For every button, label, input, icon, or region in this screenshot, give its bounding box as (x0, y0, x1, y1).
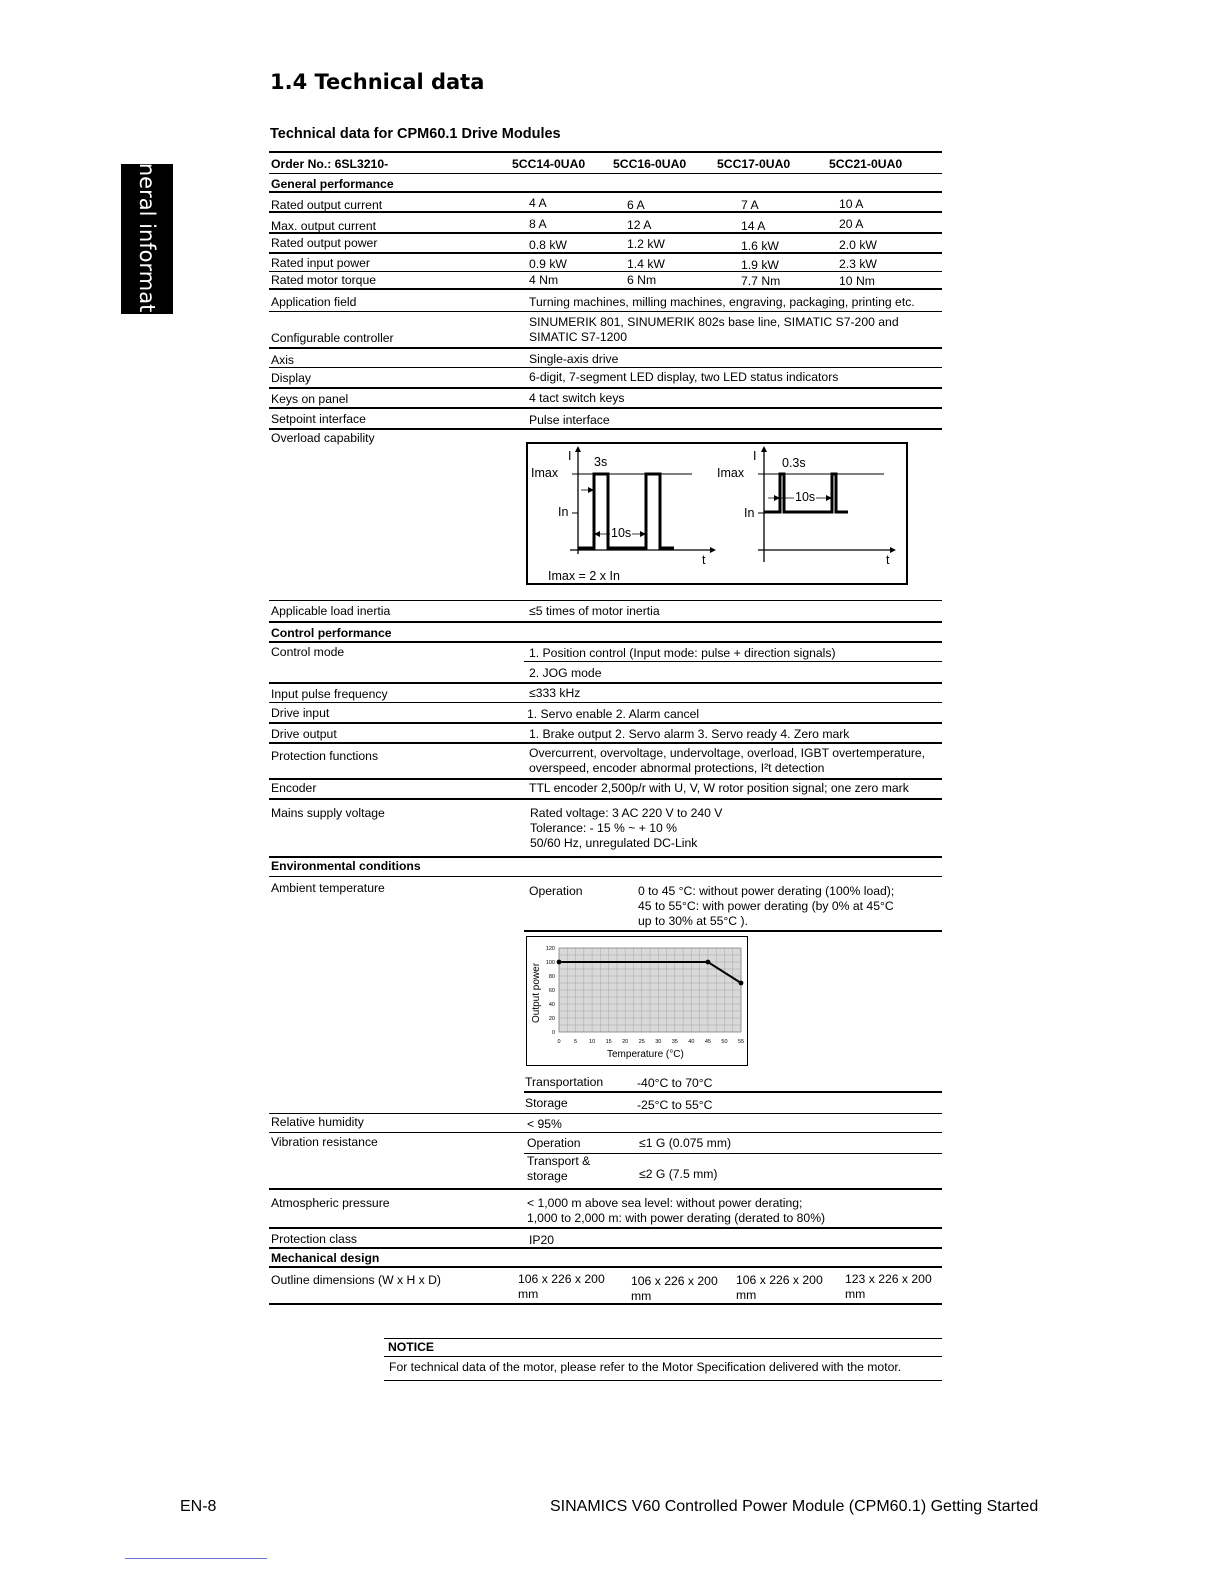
row-label: Keys on panel (271, 392, 349, 406)
row-label: Encoder (271, 781, 317, 795)
model-2: 5CC16-0UA0 (613, 157, 687, 171)
row-rule (269, 1113, 942, 1114)
vibration-transport-label-2: storage (527, 1169, 568, 1183)
row-rule (269, 621, 942, 623)
row-label: Max. output current (271, 219, 376, 233)
row-rule (269, 367, 942, 368)
x-tick-label: 5 (574, 1039, 578, 1045)
row-rule (269, 1247, 942, 1249)
y-tick-label: 80 (548, 974, 555, 980)
row-rule (269, 798, 942, 800)
row-rule (269, 173, 942, 174)
table-bottom-rule (269, 1303, 942, 1305)
row-rule (269, 387, 942, 389)
row-rule (269, 742, 942, 744)
cell: 10 A (839, 197, 864, 211)
row-label: Rated output power (271, 236, 378, 250)
data-point (557, 960, 562, 965)
mechanical-heading: Mechanical design (271, 1251, 380, 1265)
cell: 50/60 Hz, unregulated DC-Link (530, 836, 698, 850)
cell: 106 x 226 x 200 (736, 1273, 823, 1287)
row-label: Control mode (271, 645, 345, 659)
control-performance-heading: Control performance (271, 626, 392, 640)
x-tick-label: 20 (622, 1039, 629, 1045)
cell-unit: mm (845, 1287, 866, 1301)
cell: Single-axis drive (529, 352, 619, 366)
left-i-label: I (568, 449, 572, 463)
x-tick-label: 40 (688, 1039, 695, 1045)
cell: Tolerance: - 15 % ~ + 10 % (530, 821, 678, 835)
row-label: Rated motor torque (271, 273, 377, 287)
row-rule (269, 232, 942, 234)
cell: 2. JOG mode (529, 666, 602, 680)
row-rule (524, 930, 942, 932)
cell: 1.9 kW (741, 258, 779, 272)
cell-unit: mm (736, 1288, 757, 1302)
row-rule (269, 1132, 942, 1133)
row-rule (269, 311, 942, 312)
row-rule (269, 1188, 942, 1190)
right-i-arrow (761, 446, 767, 452)
row-label: Configurable controller (271, 331, 394, 345)
row-rule (269, 428, 942, 430)
row-rule (269, 876, 942, 877)
x-tick-label: 30 (655, 1039, 662, 1045)
side-tab-label: General information (135, 133, 159, 345)
cell: 1. Position control (Input mode: pulse + direction signals) (529, 646, 836, 660)
table-title: Technical data for CPM60.1 Drive Modules (270, 126, 561, 142)
cell: 106 x 226 x 200 (631, 1274, 718, 1288)
cell-unit: mm (518, 1287, 539, 1301)
row-label: Drive output (271, 727, 337, 741)
cell: 8 A (529, 217, 547, 231)
notice-title: NOTICE (388, 1340, 435, 1354)
notice-bottom-rule (384, 1380, 942, 1381)
row-label: Rated input power (271, 256, 370, 270)
cell: Pulse interface (529, 413, 610, 427)
left-t-label: t (702, 553, 706, 567)
row-rule (269, 600, 942, 601)
y-tick-label: 60 (548, 988, 555, 994)
section-side-tab (121, 133, 173, 345)
model-3: 5CC17-0UA0 (717, 157, 791, 171)
x-tick-label: 45 (704, 1039, 711, 1045)
cell: 0 to 45 °C: without power derating (100% load); (638, 884, 895, 898)
x-tick-label: 15 (605, 1039, 612, 1045)
cell: 10 Nm (839, 274, 875, 288)
right-pulse-label: 0.3s (782, 456, 806, 470)
vibration-transport-label: Transport & (527, 1154, 591, 1168)
y-tick-label: 100 (545, 960, 555, 966)
vibration-operation-label: Operation (527, 1136, 581, 1150)
document-title: SINAMICS V60 Controlled Power Module (CPM60.1) Getting Started (550, 1498, 1039, 1515)
model-1: 5CC14-0UA0 (512, 157, 586, 171)
row-rule (269, 288, 942, 290)
notice-text: For technical data of the motor, please refer to the Motor Specification delivered with the motor. (389, 1360, 902, 1374)
cell: -25°C to 55°C (637, 1098, 713, 1112)
cell: 2.3 kW (839, 257, 877, 271)
cell: 6 Nm (627, 273, 657, 287)
cell: 1. Brake output 2. Servo alarm 3. Servo ready 4. Zero mark (529, 727, 850, 741)
right-imax-label: Imax (717, 466, 745, 480)
right-period-label: 10s (795, 490, 816, 504)
cell: 45 to 55°C: with power derating (by 0% at 45°C (638, 899, 894, 913)
cell: ≤333 kHz (529, 686, 581, 700)
transportation-label: Transportation (525, 1075, 604, 1089)
ambient-operation-label: Operation (529, 884, 583, 898)
row-rule (269, 347, 942, 349)
x-tick-label: 10 (589, 1039, 596, 1045)
x-tick-label: 25 (638, 1039, 645, 1045)
cell: < 1,000 m above sea level: without power derating; (527, 1196, 803, 1210)
chart-ylabel: Output power (531, 962, 542, 1023)
left-period-label: 10s (611, 526, 632, 540)
x-tick-label: 50 (721, 1039, 728, 1045)
row-label: Atmospheric pressure (271, 1196, 390, 1210)
cell: 20 A (839, 217, 864, 231)
cell: up to 30% at 55°C ). (638, 914, 748, 928)
row-rule (269, 191, 942, 193)
row-label: Mains supply voltage (271, 806, 385, 820)
row-rule (269, 702, 942, 703)
right-t-label: t (886, 553, 890, 567)
row-label: Application field (271, 295, 357, 309)
cell: SINUMERIK 801, SINUMERIK 802s base line, SIMATIC S7-200 and (529, 315, 899, 329)
notice-rule (384, 1356, 942, 1357)
cell: Overcurrent, overvoltage, undervoltage, overload, IGBT overtemperature, (529, 746, 926, 760)
cell: 7 A (741, 198, 759, 212)
row-label: Overload capability (271, 431, 375, 445)
order-label: Order No.: 6SL3210- (271, 157, 389, 171)
row-label: Protection functions (271, 749, 379, 763)
row-rule (269, 407, 942, 409)
cell: 1.4 kW (627, 257, 665, 271)
cell: 12 A (627, 218, 652, 232)
row-label: Axis (271, 353, 295, 367)
row-label: Protection class (271, 1232, 358, 1246)
cell: 6 A (627, 198, 645, 212)
model-4: 5CC21-0UA0 (829, 157, 903, 171)
y-tick-label: 0 (551, 1030, 555, 1036)
row-label: Setpoint interface (271, 412, 366, 426)
cell: -40°C to 70°C (637, 1076, 713, 1090)
row-label: Rated output current (271, 198, 383, 212)
row-label: Outline dimensions (W x H x D) (271, 1273, 441, 1287)
y-tick-label: 120 (545, 946, 555, 952)
cell: 1.2 kW (627, 237, 665, 251)
y-tick-label: 20 (548, 1016, 555, 1022)
row-label: Drive input (271, 706, 330, 720)
cell: SIMATIC S7-1200 (529, 330, 627, 344)
row-rule (269, 1266, 942, 1268)
table-top-rule (269, 151, 942, 153)
row-label: Input pulse frequency (271, 687, 388, 701)
row-rule (269, 271, 942, 272)
row-rule (269, 641, 942, 643)
cell: 0.8 kW (529, 238, 567, 252)
page-number: EN-8 (180, 1498, 217, 1515)
row-label: Relative humidity (271, 1115, 364, 1129)
row-rule (269, 252, 942, 254)
derating-chart-svg (527, 937, 746, 1064)
derating-chart (526, 936, 748, 1066)
row-rule (524, 1091, 942, 1093)
cell: 4 tact switch keys (529, 391, 625, 405)
cell: ≤5 times of motor inertia (529, 604, 660, 618)
cell: < 95% (527, 1117, 562, 1131)
y-tick-label: 40 (548, 1002, 555, 1008)
cell: ≤2 G (7.5 mm) (639, 1167, 718, 1181)
row-rule (269, 778, 942, 780)
right-i-label: I (753, 449, 757, 463)
cell: TTL encoder 2,500p/r with U, V, W rotor position signal; one zero mark (529, 781, 909, 795)
row-rule (269, 682, 942, 684)
x-tick-label: 35 (671, 1039, 678, 1045)
row-label: Display (271, 371, 311, 385)
cell: 123 x 226 x 200 (845, 1272, 932, 1286)
notice-top-rule (384, 1338, 942, 1339)
overload-diagram-svg (528, 444, 906, 583)
cell: Rated voltage: 3 AC 220 V to 240 V (530, 806, 723, 820)
page-edge-line (125, 1558, 267, 1559)
general-performance-heading: General performance (271, 177, 394, 191)
left-t-arrow (710, 547, 716, 553)
x-tick-label: 0 (557, 1039, 561, 1045)
cell: 7.7 Nm (741, 274, 781, 288)
data-point (739, 981, 744, 986)
cell: 0.9 kW (529, 257, 567, 271)
row-rule (269, 722, 942, 724)
left-in-label: In (558, 505, 569, 519)
data-point (706, 960, 711, 965)
overload-formula: Imax = 2 x In (548, 569, 620, 583)
left-pulse-label: 3s (594, 455, 608, 469)
row-rule (269, 211, 942, 213)
cell: 14 A (741, 219, 766, 233)
row-label: Ambient temperature (271, 881, 385, 895)
right-in-label: In (744, 506, 755, 520)
cell-unit: mm (631, 1289, 652, 1303)
row-rule (269, 1227, 942, 1229)
cell: 1. Servo enable 2. Alarm cancel (527, 707, 700, 721)
x-tick-label: 55 (737, 1039, 745, 1045)
overload-diagram (526, 442, 908, 585)
chart-xlabel: Temperature (°C) (607, 1049, 684, 1060)
environmental-heading: Environmental conditions (271, 859, 421, 873)
cell: 4 A (529, 196, 547, 210)
right-t-arrow (890, 547, 896, 553)
row-label: Vibration resistance (271, 1135, 378, 1149)
cell: IP20 (529, 1233, 555, 1247)
row-rule (269, 856, 942, 858)
left-i-arrow (575, 446, 581, 452)
row-rule (524, 661, 942, 662)
section-title: 1.4 Technical data (270, 70, 485, 94)
cell: 2.0 kW (839, 238, 877, 252)
cell: Turning machines, milling machines, engraving, packaging, printing etc. (529, 295, 915, 309)
storage-label: Storage (525, 1096, 568, 1110)
row-label: Applicable load inertia (271, 604, 391, 618)
cell: 106 x 226 x 200 (518, 1272, 605, 1286)
cell: 4 Nm (529, 273, 559, 287)
cell: 6-digit, 7-segment LED display, two LED status indicators (529, 370, 839, 384)
cell: overspeed, encoder abnormal protections, I²t detection (529, 761, 825, 775)
left-imax-label: Imax (531, 466, 559, 480)
cell: ≤1 G (0.075 mm) (639, 1136, 732, 1150)
cell: 1.6 kW (741, 239, 779, 253)
cell: 1,000 to 2,000 m: with power derating (derated to 80%) (527, 1211, 826, 1225)
